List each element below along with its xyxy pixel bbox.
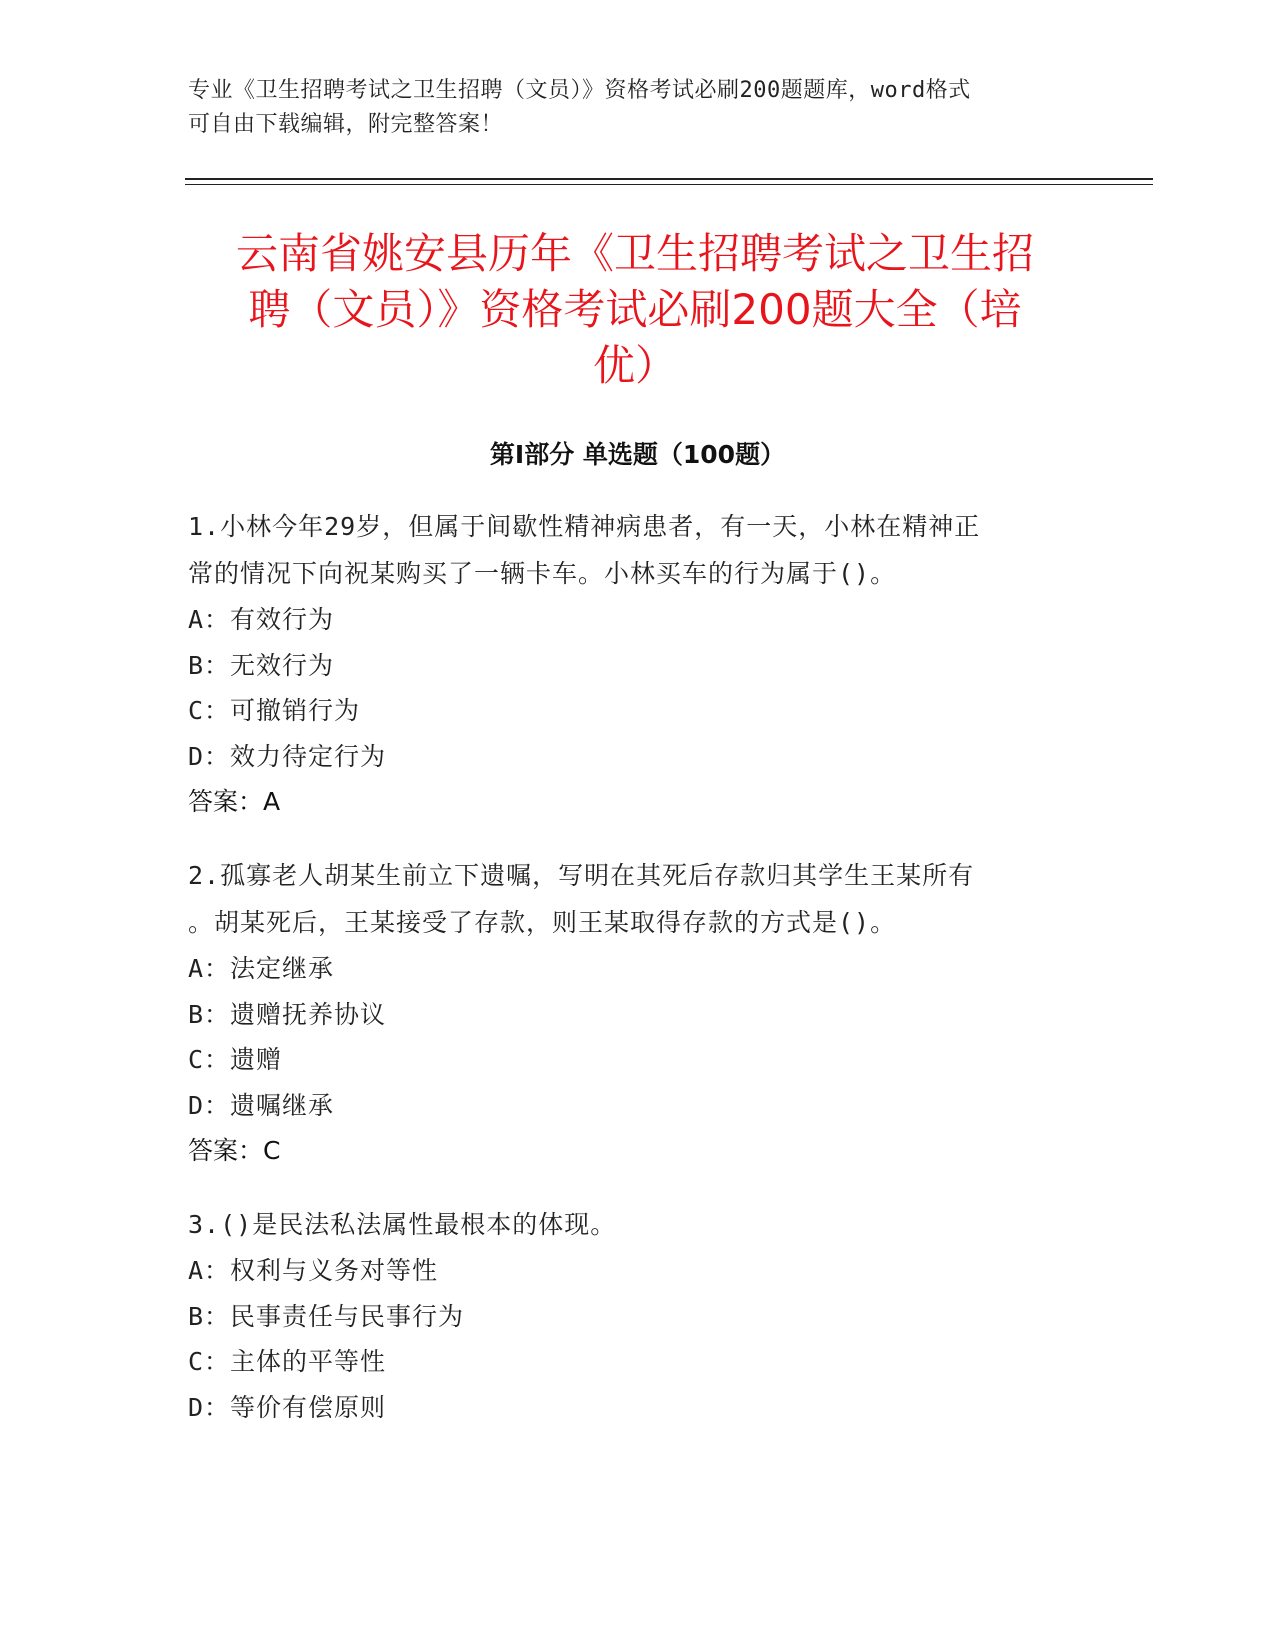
option-text: 可撤销行为	[230, 696, 361, 725]
option-key: B：	[188, 999, 231, 1029]
document-title	[195, 226, 1075, 394]
question-stem: 常的情况下向祝某购买了一辆卡车。小林买车的行为属于()。	[188, 559, 897, 588]
option-text: 遗赠	[230, 1045, 283, 1074]
title-line: 优）	[592, 341, 677, 390]
header-divider	[185, 184, 1153, 185]
question-stem: 2.孤寡老人胡某生前立下遗嘱，写明在其死后存款归其学生王某所有	[188, 861, 975, 890]
question-1	[188, 503, 1078, 825]
option-text: 无效行为	[230, 650, 335, 680]
option-b	[188, 643, 1078, 689]
option-text: 权利与义务对等性	[230, 1256, 439, 1285]
question-2	[188, 852, 1078, 1174]
question-stem: 。胡某死后，王某接受了存款，则王某取得存款的方式是()。	[188, 908, 897, 937]
option-text: 主体的平等性	[230, 1347, 387, 1376]
question-stem: 3.()是民法私法属性最根本的体现。	[188, 1210, 617, 1239]
header-note-line: 可自由下载编辑，附完整答案！	[188, 112, 504, 137]
title-line: 聘（文员）》资格考试必刷200题大全（培	[248, 285, 1022, 334]
answer-line: 答案：A	[188, 787, 281, 816]
option-b	[188, 992, 1078, 1038]
answer-line: 答案：C	[188, 1136, 281, 1165]
option-a	[188, 946, 1078, 992]
option-text: 法定继承	[230, 954, 335, 983]
option-key: C：	[188, 1347, 231, 1376]
section-heading: 第Ⅰ部分 单选题（100题）	[489, 440, 786, 469]
title-line: 云南省姚安县历年《卫生招聘考试之卫生招	[235, 229, 1034, 278]
option-key: C：	[188, 1045, 231, 1074]
option-key: B：	[188, 1301, 231, 1331]
option-a	[188, 597, 1078, 643]
option-d	[188, 1083, 1078, 1129]
option-key: D：	[188, 741, 231, 771]
option-key: C：	[188, 696, 231, 725]
header-note	[188, 74, 1068, 142]
option-text: 有效行为	[230, 605, 335, 634]
option-c	[188, 688, 1078, 734]
option-key: D：	[188, 1392, 231, 1422]
option-key: A：	[188, 605, 231, 634]
option-a	[188, 1248, 1078, 1294]
header-note-line: 专业《卫生招聘考试之卫生招聘（文员）》资格考试必刷200题题库，word格式	[188, 78, 971, 103]
option-c	[188, 1037, 1078, 1083]
option-key: A：	[188, 954, 231, 983]
option-text: 等价有偿原则	[230, 1392, 387, 1422]
option-c	[188, 1339, 1078, 1385]
option-text: 遗赠抚养协议	[230, 999, 387, 1029]
option-b	[188, 1294, 1078, 1340]
option-key: D：	[188, 1090, 231, 1120]
option-text: 民事责任与民事行为	[230, 1301, 465, 1331]
option-key: B：	[188, 650, 231, 680]
question-3	[188, 1201, 1078, 1430]
option-key: A：	[188, 1256, 231, 1285]
question-stem: 1.小林今年29岁，但属于间歇性精神病患者，有一天，小林在精神正	[188, 512, 981, 541]
option-d	[188, 734, 1078, 780]
option-text: 遗嘱继承	[230, 1090, 335, 1120]
option-d	[188, 1385, 1078, 1431]
option-text: 效力待定行为	[230, 741, 387, 771]
header-divider	[185, 178, 1153, 180]
